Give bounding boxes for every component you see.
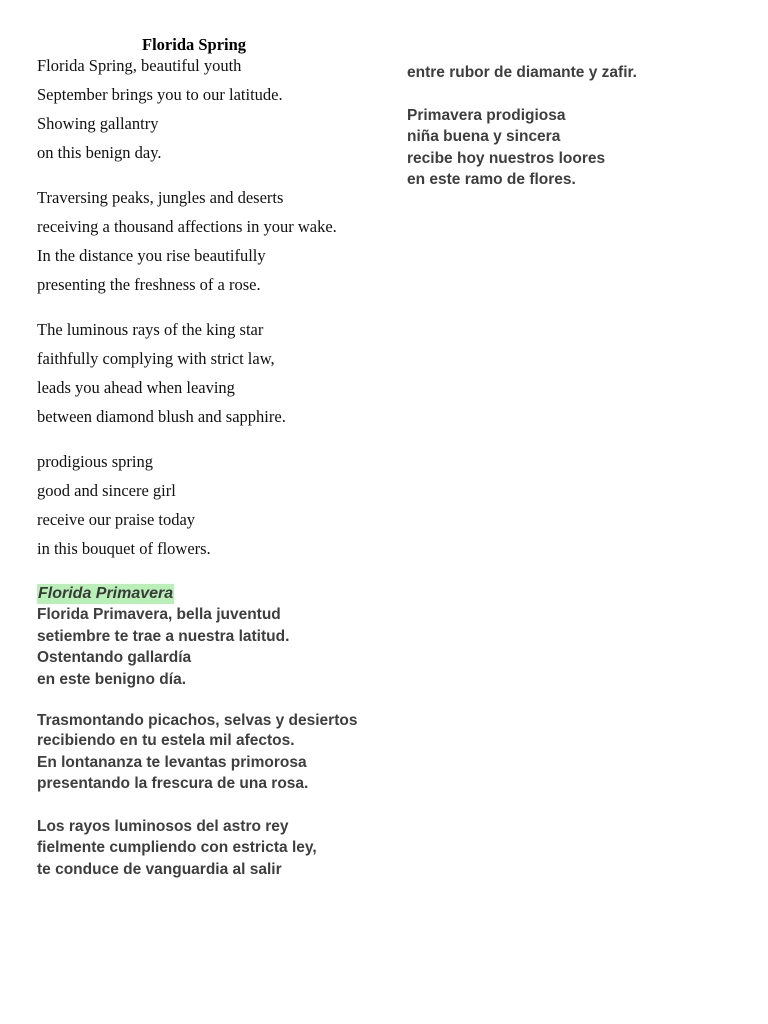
poem-line: faithfully complying with strict law, [37,349,275,368]
poem-line: fielmente cumpliendo con estricta ley, [37,839,317,856]
poem-line: recibiendo en tu estela mil afectos. [37,732,295,749]
poem-line: en este benigno día. [37,670,186,688]
poem-line: Showing gallantry [37,114,159,133]
spanish-stanza-3 [37,816,367,881]
poem-line: between diamond blush and sapphire. [37,407,286,426]
poem-line: The luminous rays of the king star [37,320,264,339]
spanish-stanza-3-continued [407,62,737,84]
poem-line: receive our praise today [37,510,196,529]
spanish-poem-title: Florida Primavera [38,585,174,602]
poem-line: Trasmontando picachos, selvas y desiertos [37,712,358,729]
poem-line: niña buena y sincera [407,128,561,145]
spanish-stanza-2 [37,711,367,795]
poem-line: Ostentando gallardía [37,649,192,666]
poem-line: presentando la frescura de una rosa. [37,775,309,792]
poem-line: En lontananza te levantas primorosa [37,753,307,771]
poem-line: leads you ahead when leaving [37,378,235,397]
left-column [37,34,367,901]
spanish-stanza-1 [37,604,367,690]
poem-line: te conduce de vanguardia al salir [37,860,282,878]
english-stanza-1 [37,56,367,162]
poem-line: Primavera prodigiosa [407,106,566,124]
poem-line: presenting the freshness of a rose. [37,275,261,294]
poem-line: In the distance you rise beautifully [37,246,266,265]
spanish-stanza-4 [407,105,737,191]
poem-line: entre rubor de diamante y zafir. [407,64,637,81]
poem-line: good and sincere girl [37,481,176,500]
poem-line: in this bouquet of flowers. [37,539,211,558]
poem-line: recibe hoy nuestros loores [407,149,606,167]
poem-line: on this benign day. [37,143,162,162]
poem-line: Florida Spring, beautiful youth [37,56,242,75]
right-column [407,62,737,212]
poem-line: Traversing peaks, jungles and deserts [37,188,284,207]
english-poem-title: Florida Spring [142,35,247,54]
english-stanza-4 [37,452,367,558]
poem-line: prodigious spring [37,452,153,471]
poem-line: en este ramo de flores. [407,171,576,188]
poem-line: Los rayos luminosos del astro rey [37,817,289,835]
english-stanza-2 [37,188,367,294]
poem-line: receiving a thousand affections in your wake. [37,217,337,236]
english-stanza-3 [37,320,367,426]
poem-line: September brings you to our latitude. [37,85,283,104]
poem-line: Florida Primavera, bella juventud [37,606,281,623]
poem-line: setiembre te trae a nuestra latitud. [37,627,290,645]
